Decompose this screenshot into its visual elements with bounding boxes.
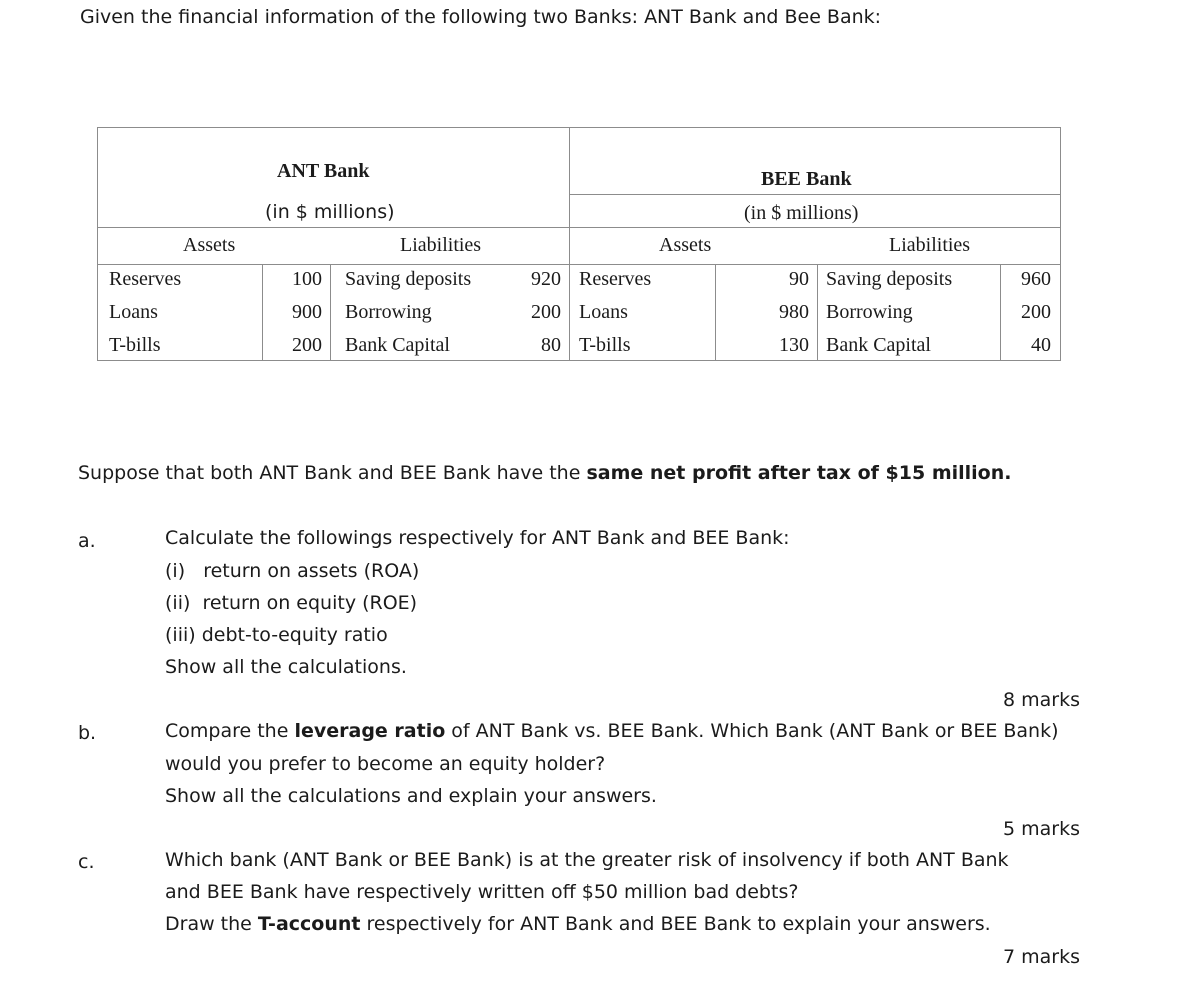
column-divider <box>817 264 818 361</box>
question-a-item-roe: (ii) return on equity (ROE) <box>165 592 418 614</box>
table-cell: Reserves <box>579 268 652 290</box>
question-b-line1 <box>165 720 1059 742</box>
column-divider <box>715 264 716 361</box>
table-cell: Borrowing <box>345 301 432 323</box>
table-cell: T-bills <box>109 334 161 356</box>
assumption-bold: same net profit after tax of $15 million. <box>586 462 1012 484</box>
question-b-post: of ANT Bank vs. BEE Bank. Which Bank (ANT Bank or BEE Bank) <box>445 720 1059 742</box>
column-divider <box>330 264 331 361</box>
table-cell: Saving deposits <box>345 268 472 290</box>
bee-assets-header: Assets <box>659 234 712 256</box>
intro-text: Given the financial information of the following two Banks: ANT Bank and Bee Bank: <box>80 6 882 28</box>
table-cell: 980 <box>779 301 809 323</box>
question-c-line2: and BEE Bank have respectively written off $50 million bad debts? <box>165 881 799 903</box>
bee-bank-unit: (in $ millions) <box>744 202 859 224</box>
table-cell: 200 <box>292 334 322 356</box>
table-cell: Loans <box>579 301 628 323</box>
ant-liabilities-header: Liabilities <box>400 234 482 256</box>
question-a-marks: 8 marks <box>1003 689 1080 711</box>
table-cell: Reserves <box>109 268 182 290</box>
table-cell: Borrowing <box>826 301 913 323</box>
table-cell: 80 <box>541 334 561 356</box>
table-cell: 960 <box>1021 268 1051 290</box>
question-c-label: c. <box>78 851 95 873</box>
question-b-marks: 5 marks <box>1003 818 1080 840</box>
question-a-item-debt-equity: (iii) debt-to-equity ratio <box>165 624 388 646</box>
column-divider <box>569 127 570 361</box>
question-c-marks: 7 marks <box>1003 946 1080 968</box>
question-c-bold: T-account <box>257 913 361 935</box>
table-cell: 130 <box>779 334 809 356</box>
question-a-label: a. <box>78 530 96 552</box>
table-cell: 40 <box>1031 334 1051 356</box>
balance-sheet-table <box>97 127 1061 361</box>
row-divider <box>97 264 1061 265</box>
table-cell: T-bills <box>579 334 631 356</box>
question-b-label: b. <box>78 722 97 744</box>
ant-bank-title: ANT Bank <box>277 160 370 182</box>
table-cell: 920 <box>531 268 561 290</box>
question-c-line3 <box>165 913 991 935</box>
ant-bank-unit: (in $ millions) <box>265 201 395 223</box>
table-cell: Saving deposits <box>826 268 953 290</box>
table-cell: Loans <box>109 301 158 323</box>
question-b-line3: Show all the calculations and explain your answers. <box>165 785 657 807</box>
question-c-line1: Which bank (ANT Bank or BEE Bank) is at the greater risk of insolvency if both ANT Bank <box>165 849 1009 871</box>
question-a-intro: Calculate the followings respectively for ANT Bank and BEE Bank: <box>165 527 790 549</box>
ant-assets-header: Assets <box>183 234 236 256</box>
bee-bank-title: BEE Bank <box>761 168 852 190</box>
question-c-pre: Draw the <box>165 913 258 935</box>
bee-liabilities-header: Liabilities <box>889 234 971 256</box>
question-c-post: respectively for ANT Bank and BEE Bank to explain your answers. <box>360 913 991 935</box>
row-divider <box>569 194 1061 195</box>
question-b-pre: Compare the <box>165 720 295 742</box>
table-cell: 200 <box>531 301 561 323</box>
table-cell: 100 <box>292 268 322 290</box>
question-b-line2: would you prefer to become an equity holder? <box>165 753 606 775</box>
table-cell: Bank Capital <box>826 334 931 356</box>
table-cell: 900 <box>292 301 322 323</box>
table-cell: 200 <box>1021 301 1051 323</box>
table-cell: Bank Capital <box>345 334 450 356</box>
row-divider <box>97 227 1061 228</box>
table-cell: 90 <box>789 268 809 290</box>
assumption-prefix: Suppose that both ANT Bank and BEE Bank have the <box>78 462 587 484</box>
assumption-text <box>78 462 1011 484</box>
question-b-bold: leverage ratio <box>294 720 446 742</box>
question-a-item-roa: (i) return on assets (ROA) <box>165 560 420 582</box>
question-a-instruction: Show all the calculations. <box>165 656 407 678</box>
